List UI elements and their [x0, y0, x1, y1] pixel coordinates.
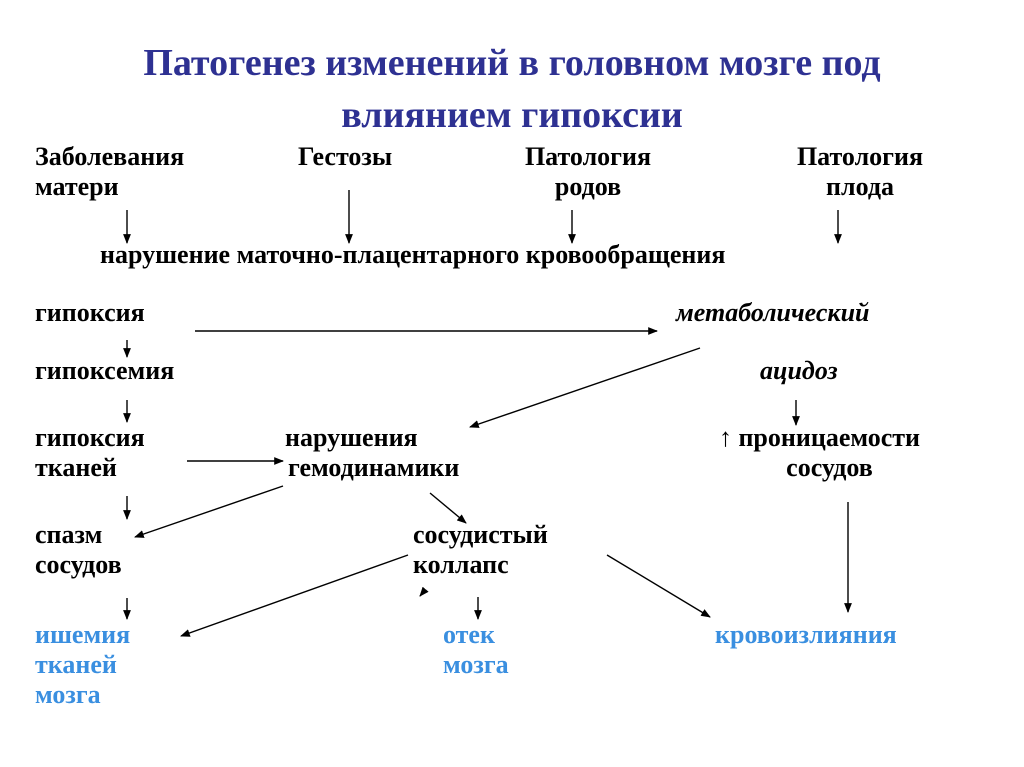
- node-hypoxemia: гипоксемия: [35, 356, 175, 385]
- node-labor-pathology: Патология родов: [524, 142, 652, 201]
- node-hypoxia: гипоксия: [35, 298, 145, 327]
- node-gestosis: Гестозы: [298, 142, 393, 171]
- node-collapse: сосудистый коллапс: [413, 520, 548, 579]
- arrow-collapse-to-ischemia: [181, 555, 408, 636]
- node-tissue-hypoxia: гипоксия тканей: [35, 423, 145, 482]
- node-fetal-pathology: Патология плода: [796, 142, 924, 201]
- arrow-collapse-to-hemorrhage: [607, 555, 710, 617]
- node-permeability: ↑ проницаемости сосудов: [718, 423, 921, 482]
- node-hemorrhage: кровоизлияния: [715, 620, 897, 649]
- node-uteroplacental: нарушение маточно-плацентарного кровообращения: [100, 240, 726, 269]
- arrow-acidosis-to-hemodynamics: [470, 348, 700, 427]
- node-maternal-disease: Заболевания матери: [35, 142, 185, 201]
- title-line-2: влиянием гипоксии: [341, 94, 683, 136]
- node-metabolic: метаболический: [676, 298, 870, 327]
- node-vasospasm: спазм сосудов: [35, 520, 122, 579]
- arrow-hemodynamics-to-collapse: [430, 493, 466, 523]
- node-hemodynamics: нарушения гемодинамики: [285, 423, 460, 482]
- node-acidosis: ацидоз: [760, 356, 838, 385]
- arrow-hemodynamics-to-vasospasm: [135, 486, 283, 537]
- arrow-stub: [420, 590, 425, 596]
- node-edema: отек мозга: [443, 620, 509, 679]
- node-ischemia: ишемия тканей мозга: [35, 620, 131, 709]
- title-line-1: Патогенез изменений в головном мозге под: [143, 42, 881, 84]
